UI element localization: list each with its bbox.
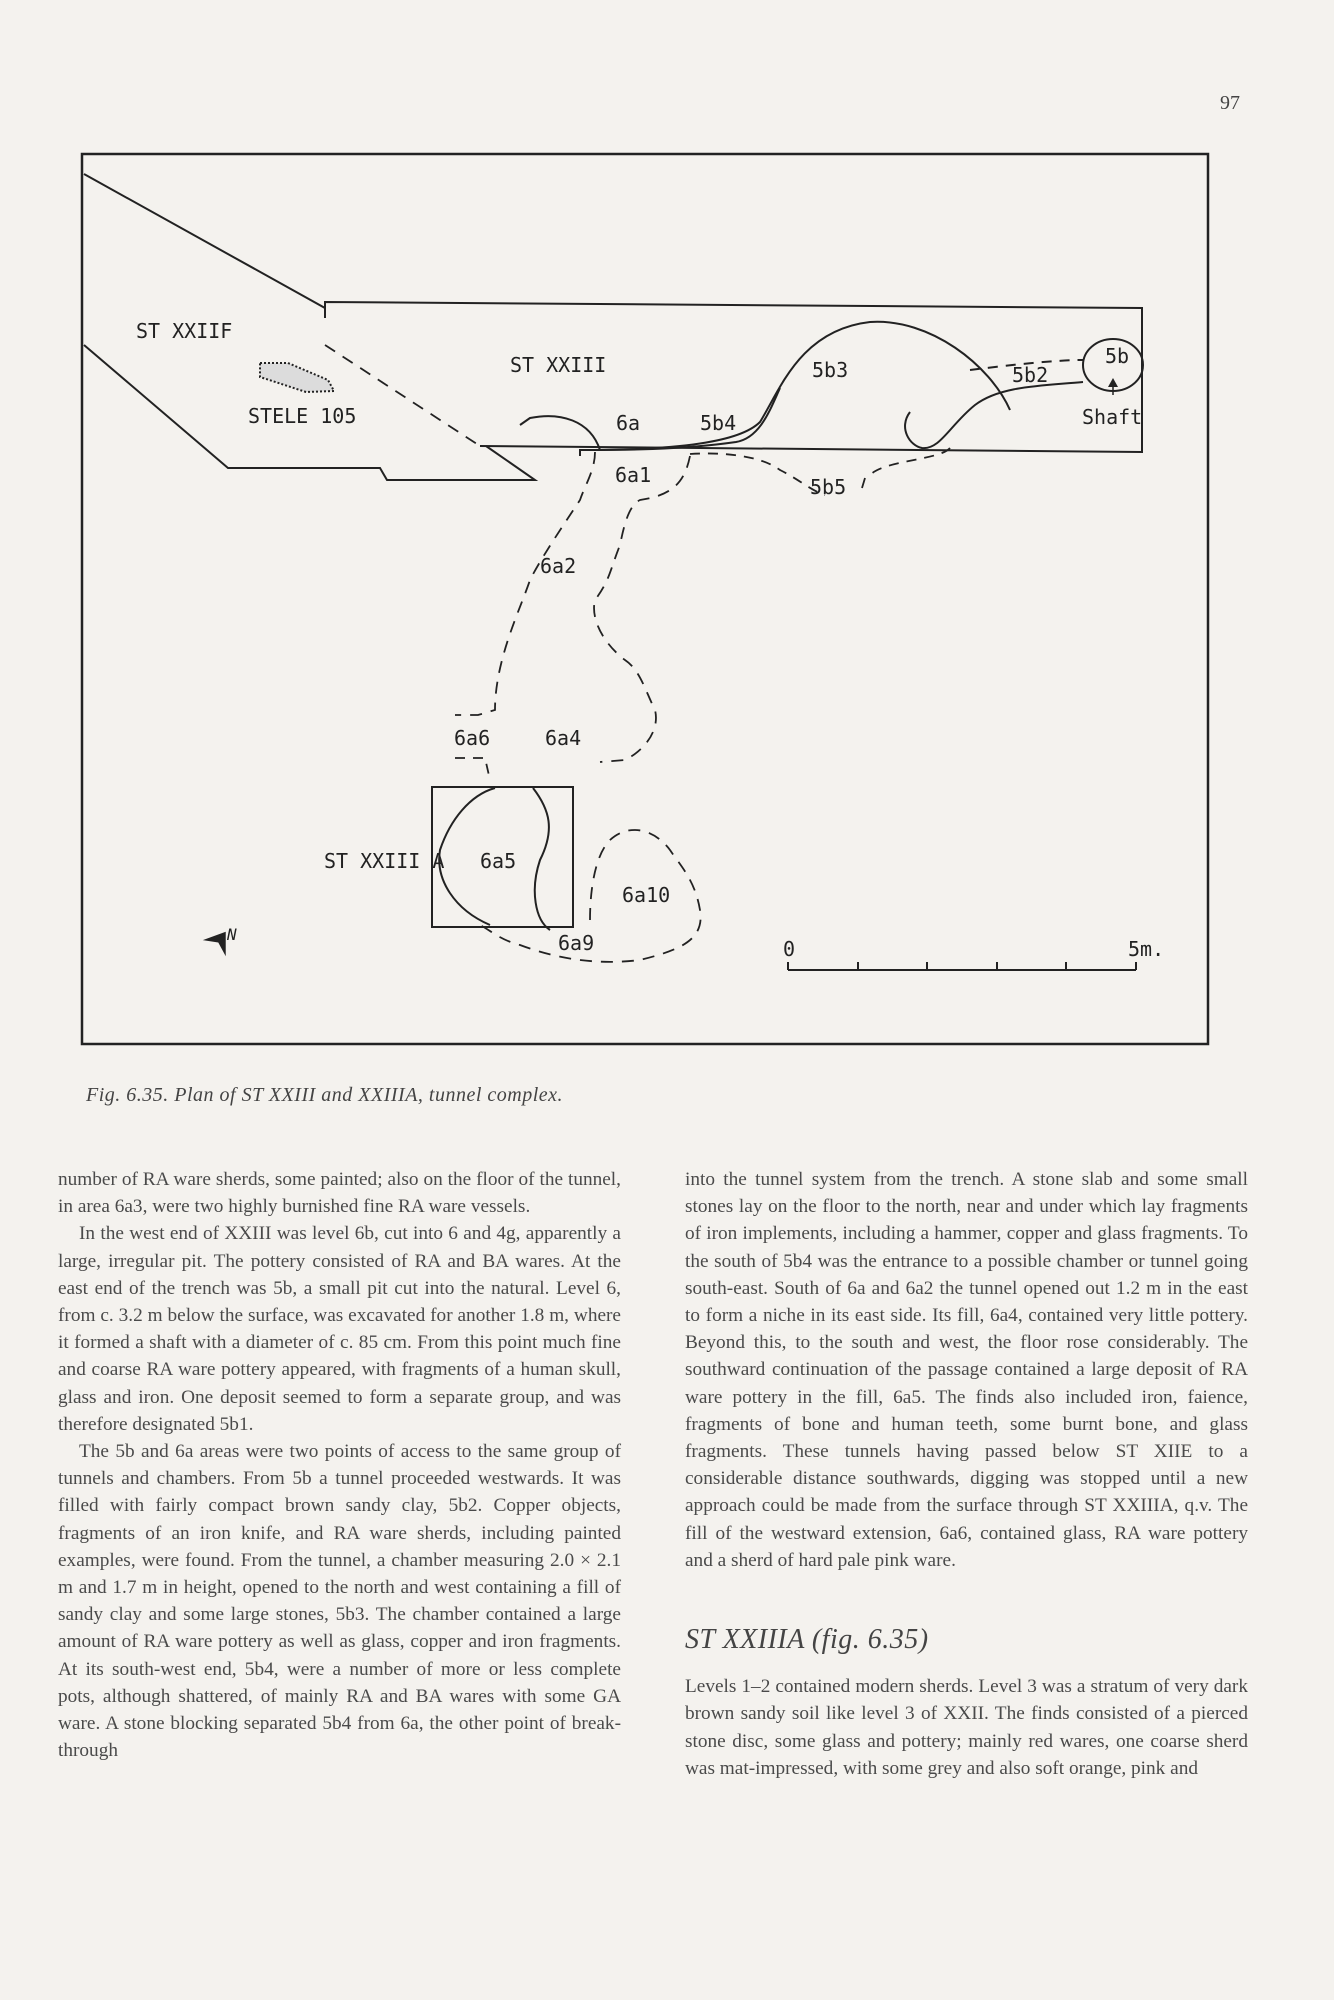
stele-105-symbol: [260, 363, 334, 392]
label-6a1: 6a1: [615, 463, 652, 487]
shaft-arrow-head: [1108, 378, 1118, 387]
tunnel-6a-east: [594, 456, 690, 762]
scale-bar: [783, 937, 1164, 970]
paragraph: Levels 1–2 contained modern sherds. Level 3 was a stratum of very dark brown sandy soil like level 3 of XXII. The finds consisted of a pierced stone disc, some glass and pottery; mainly red wares, one coarse sherd was mat-impressed, with some grey and also soft orange, pink and: [685, 1676, 1248, 1779]
label-6a9: 6a9: [558, 931, 595, 955]
label-6a: 6a: [616, 411, 641, 435]
figure-caption: Fig. 6.35. Plan of ST XXIII and XXIIIA, tunnel complex.: [86, 1084, 564, 1106]
label-stele-105: STELE 105: [248, 404, 357, 428]
boundary-dashed: [325, 345, 480, 446]
label-st-xxiif: ST XXIIF: [136, 319, 233, 343]
label-6a10: 6a10: [622, 883, 671, 907]
tunnel-6a-west: [455, 452, 595, 715]
left-text-column: [58, 1166, 621, 1764]
label-6a6: 6a6: [454, 726, 491, 750]
label-5b: 5b: [1105, 344, 1130, 368]
paragraph: number of RA ware sherds, some painted; also on the floor of the tunnel, in area 6a3, were two highly burnished fine RA ware vessels.: [58, 1169, 621, 1218]
trench-xxiif-outline: [84, 174, 325, 308]
tunnel-5b5-outline: [690, 453, 825, 495]
label-5b2: 5b2: [1012, 363, 1049, 387]
label-5b4: 5b4: [700, 411, 737, 435]
north-arrow-icon: [203, 924, 237, 956]
scale-label-start: 0: [783, 937, 796, 961]
label-6a4: 6a4: [545, 726, 582, 750]
label-5b3: 5b3: [812, 358, 849, 382]
site-plan-drawing: [80, 150, 1210, 1050]
scale-label-end: 5m.: [1128, 937, 1165, 961]
site-plan-figure: [80, 150, 1210, 1050]
paragraph: The 5b and 6a areas were two points of access to the same group of tunnels and chambers. From 5b a tunnel proceeded westwards. It was filled with fairly compact brown sandy clay, 5b2. Copper objects, fragments of an iron knife, and RA ware sherds, including painted examples, were found. From the tunnel, a chamber measuring 2.0 × 2.1 m and 1.7 m in height, opened to the north and west containing a fill of sandy clay and some large stones, 5b3. The chamber contained a large amount of RA ware pottery as well as glass, copper and iron fragments. At its south-west end, 5b4, were a number of more or less complete pots, although shattered, of mainly RA and BA wares with some GA ware. A stone blocking separated 5b4 from 6a, the other point of break-through: [58, 1441, 621, 1762]
tunnel-6a5-east: [533, 788, 550, 930]
figure-frame: [82, 154, 1208, 1044]
label-st-xxiii: ST XXIII: [510, 353, 607, 377]
tunnel-5b5-east: [870, 448, 950, 475]
label-6a5: 6a5: [480, 849, 517, 873]
paragraph: into the tunnel system from the trench. A stone slab and some small stones lay on the floor to the north, near and under which lay fragments of iron implements, including a hammer, copper and glass fragments. To the south of 5b4 was the entrance to a possible chamber or tunnel going south-east. South of 6a and 6a2 the tunnel opened out 1.2 m in the east to form a niche in its east side. Its fill, 6a4, contained very little pottery. Beyond this, to the south and west, the floor rose considerably. The southward continuation of the passage contained a large deposit of RA ware pottery in the fill, 6a5. The finds also included iron, faience, fragments of bone and human teeth, some burnt bone, and glass fragments. These tunnels having passed below ST XIIE to a considerable distance southwards, digging was stopped until a new approach could be made from the surface through ST XXIIIA, q.v. The fill of the westward extension, 6a6, contained glass, RA ware pottery and a sherd of hard pale pink ware.: [685, 1169, 1248, 1571]
page-number: 97: [1220, 92, 1240, 114]
section-heading: ST XXIIIA (fig. 6.35): [685, 1624, 929, 1656]
tunnel-5b2-lower: [905, 382, 1083, 448]
chamber-5b3-outline: [520, 322, 1010, 456]
right-text-column: [685, 1166, 1248, 1782]
label-st-xxiiia: ST XXIII A: [324, 849, 445, 873]
niche-6a6-outline: [455, 758, 490, 780]
label-north: N: [227, 925, 237, 944]
label-5b5: 5b5: [810, 475, 847, 499]
paragraph: In the west end of XXIII was level 6b, cut into 6 and 4g, apparently a large, irregular pit. The pottery consisted of RA and BA wares. At the east end of the trench was 5b, a small pit cut into the natural. Level 6, from c. 3.2 m below the surface, was excavated for another 1.8 m, where it formed a shaft with a diameter of c. 85 cm. From this point much fine and coarse RA ware pottery appeared, with fragments of a human skull, glass and iron. One deposit seemed to form a separate group, and was therefore designated 5b1.: [58, 1223, 621, 1435]
label-shaft: Shaft: [1082, 405, 1143, 429]
label-6a2: 6a2: [540, 554, 577, 578]
tunnel-5b5-tick: [862, 478, 865, 488]
